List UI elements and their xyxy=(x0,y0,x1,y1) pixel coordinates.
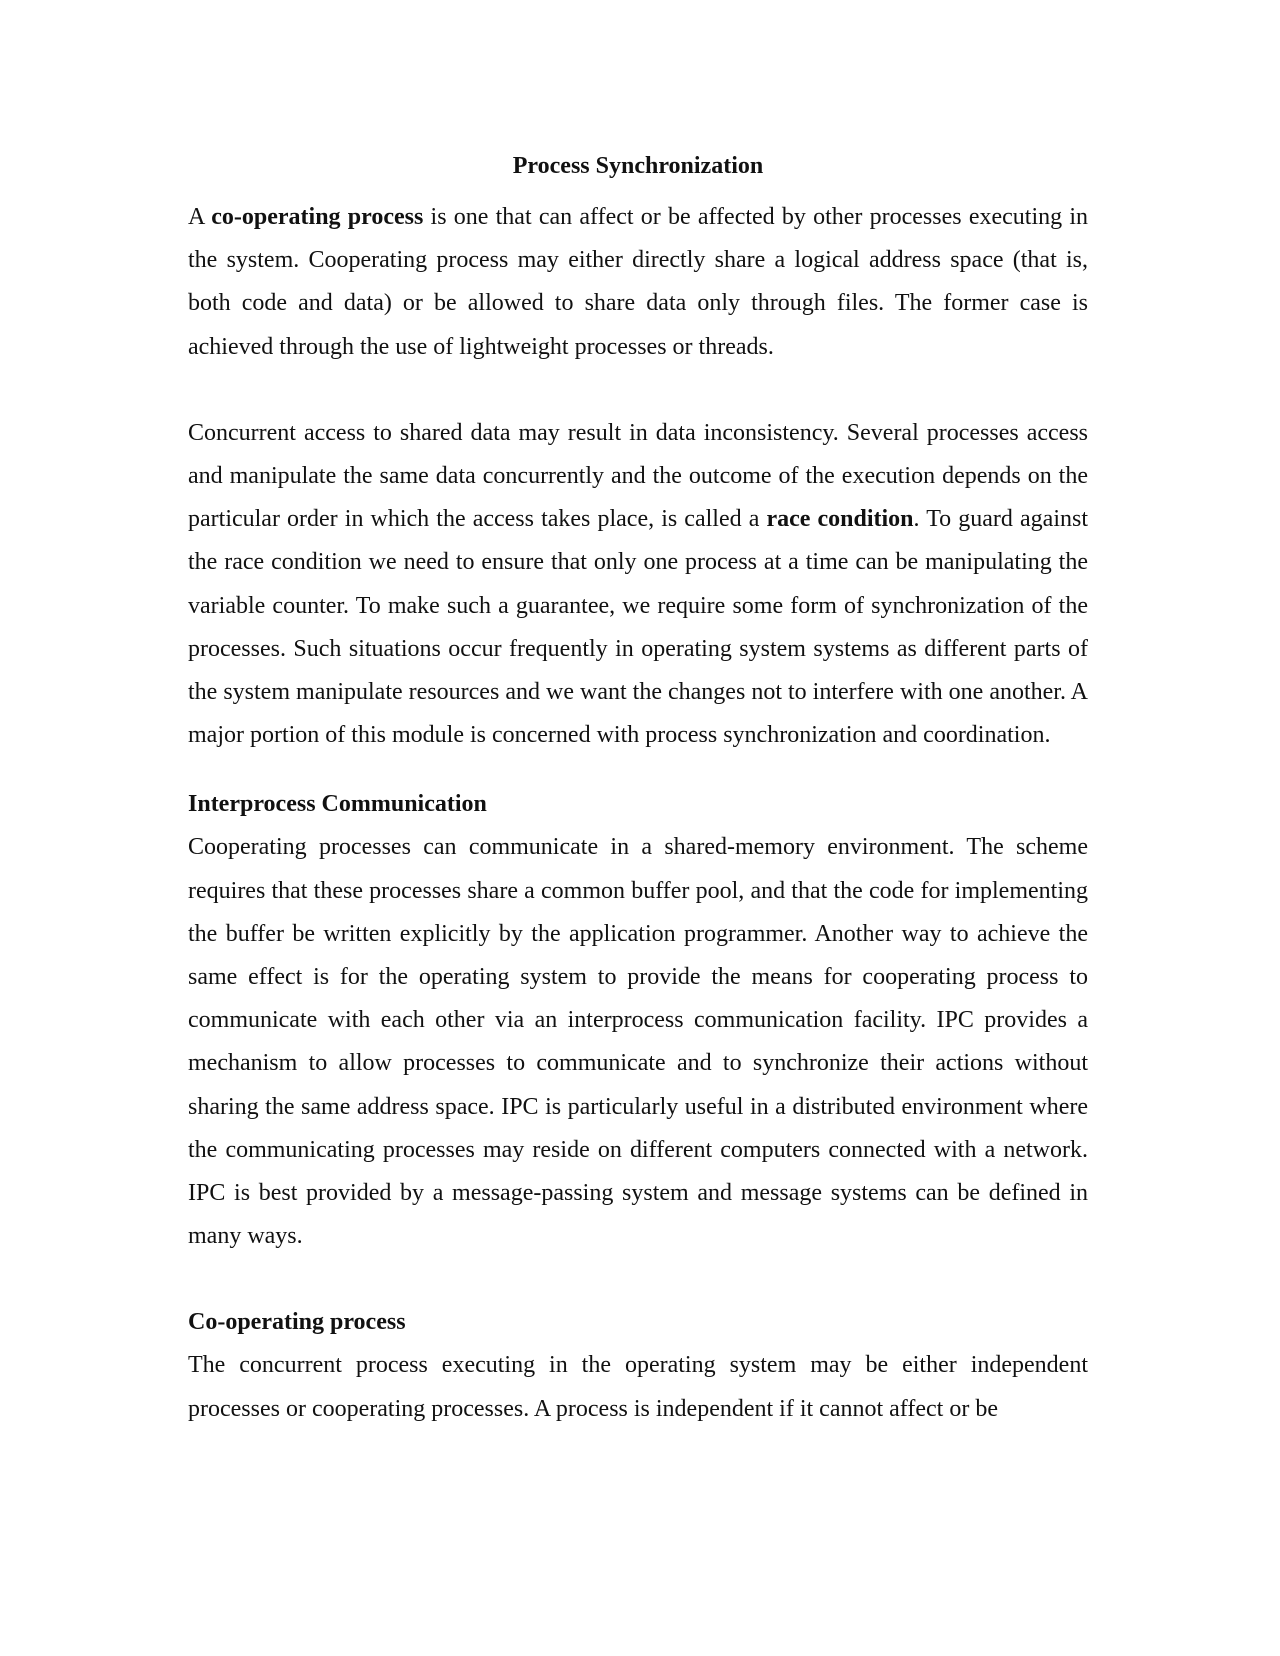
paragraph-text: . To guard against the race condition we need to ensure that only one process at a time can be manipulating the variable counter. To make such a guarantee, we require some form of synchronization of the processes. Such situations occur frequently in operating system systems as different parts of the system manipulate resources and we want the changes not to interfere with one another. A major portion of this module is concerned with process synchronization and coordination. xyxy=(188,506,1088,749)
paragraph-text: A xyxy=(188,204,212,230)
paragraph-text: Concurrent access to shared data may result in data inconsistency. Several processes access and manipulate the same data concurrently and the outcome of the execution depends on the particular order in which the access takes place, is called a xyxy=(188,419,1088,533)
page-title: Process Synchronization xyxy=(512,153,764,179)
paragraph-ipc: Cooperating processes can communicate in a shared-memory environment. The scheme requires that these processes share a common buffer pool, and that the code for implementing the buffer be written explicitly by the application programmer. Another way to achieve the same effect is for the operating system to provide the means for cooperating process to communicate with each other via an interprocess communication facility. IPC provides a mechanism to allow processes to communicate and to synchronize their actions without sharing the same address space. IPC is particularly useful in a distributed environment where the communicating processes may reside on different computers connected with a network. IPC is best provided by a message-passing system and message systems can be defined in many ways. xyxy=(188,834,1088,1250)
section-heading-cooperating-process: Co-operating process xyxy=(188,1309,406,1336)
paragraph-text: is one that can affect or be affected by other processes executing in the system. Cooperating process may either directly share a logical address space (that is, both code and data) or be allowed to share data only through files. The former case is achieved through the use of lightweight processes or threads. xyxy=(188,204,1088,360)
bold-term: co-operating process xyxy=(211,204,424,230)
document-content xyxy=(188,150,1088,1431)
bold-term: race condition xyxy=(766,506,914,533)
paragraph-race-condition xyxy=(188,412,1088,758)
paragraph-cooperating-process-intro xyxy=(188,196,1088,369)
section-heading-ipc: Interprocess Communication xyxy=(188,791,487,818)
paragraph-cooperating-process: The concurrent process executing in the operating system may be either independent processes or cooperating processes. A process is independent if it cannot affect or be xyxy=(188,1352,1088,1422)
